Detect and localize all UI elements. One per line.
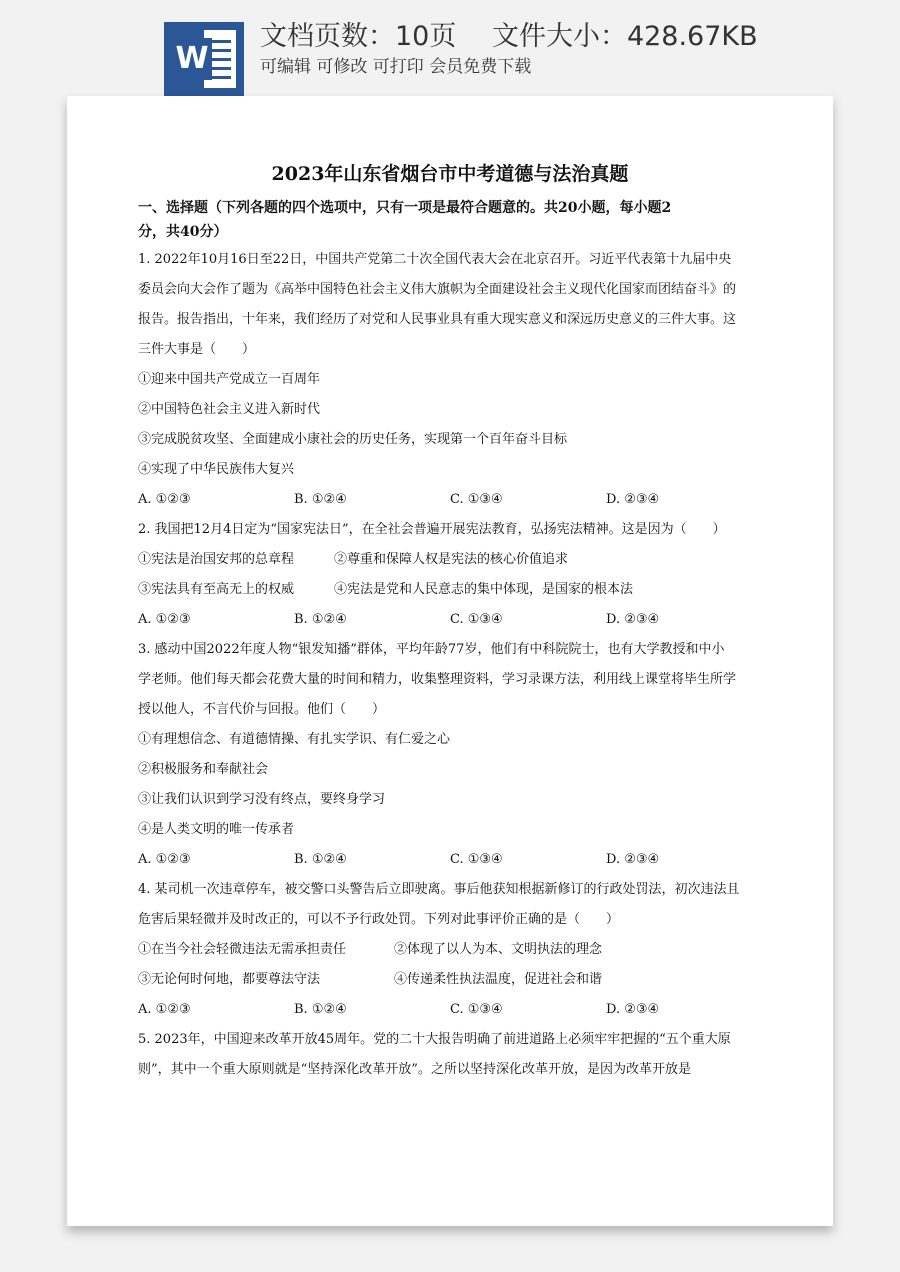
statement-item: ②中国特色社会主义进入新时代 <box>138 402 321 417</box>
section-heading: 一、选择题（下列各题的四个选项中，只有一项是最符合题意的。共20小题，每小题2 分，共40分） <box>138 200 672 240</box>
question-text: 学老师。他们每天都会花费大量的时间和精力，收集整理资料，学习录课方法，利用线上课堂将毕生所学 <box>138 672 737 687</box>
option-d: D. ②③④ <box>606 492 660 507</box>
statement-item: ②积极服务和奉献社会 <box>138 762 269 777</box>
word-document-icon: W <box>164 22 244 96</box>
statement-item: ③完成脱贫攻坚、全面建成小康社会的历史任务，实现第一个百年奋斗目标 <box>138 432 568 447</box>
download-banner <box>0 0 900 100</box>
statement-item: ④传递柔性执法温度，促进社会和谐 <box>394 972 603 987</box>
option-b: B. ①②④ <box>294 852 347 867</box>
statement-pair <box>138 575 778 605</box>
statement-item: ②体现了以人为本、文明执法的理念 <box>394 942 603 957</box>
statement-pair <box>138 545 778 575</box>
statement-item: ③宪法具有至高无上的权威 <box>138 582 295 597</box>
option-d: D. ②③④ <box>606 852 660 867</box>
question-text: 1. 2022年10月16日至22日，中国共产党第二十次全国代表大会在北京召开。习近平代表第十九届中央 <box>138 252 732 267</box>
document-body <box>138 245 778 1085</box>
option-b: B. ①②④ <box>294 1002 347 1017</box>
option-a: A. ①②③ <box>138 1002 191 1017</box>
answer-options <box>138 995 778 1025</box>
statement-pair <box>138 965 778 995</box>
file-features-subtitle: 可编辑 可修改 可打印 会员免费下载 <box>260 57 532 77</box>
option-c: C. ①③④ <box>450 612 503 627</box>
statement-item: ③无论何时何地，都要尊法守法 <box>138 972 321 987</box>
statement-item: ④实现了中华民族伟大复兴 <box>138 462 295 477</box>
question-text: 则”，其中一个重大原则就是“坚持深化改革开放”。之所以坚持深化改革开放，是因为改革开放是 <box>138 1062 691 1077</box>
option-a: A. ①②③ <box>138 852 191 867</box>
option-d: D. ②③④ <box>606 1002 660 1017</box>
question-text: 5. 2023年，中国迎来改革开放45周年。党的二十大报告明确了前进道路上必须牢牢把握的“五个重大原 <box>138 1032 731 1047</box>
statement-item: ①在当今社会轻微违法无需承担责任 <box>138 942 347 957</box>
answer-options <box>138 485 778 515</box>
document-page <box>67 96 833 1226</box>
question-text: 报告。报告指出，十年来，我们经历了对党和人民事业具有重大现实意义和深远历史意义的三件大事。这 <box>138 312 737 327</box>
answer-options <box>138 845 778 875</box>
option-c: C. ①③④ <box>450 852 503 867</box>
statement-pair <box>138 935 778 965</box>
statement-item: ①迎来中国共产党成立一百周年 <box>138 372 321 387</box>
option-a: A. ①②③ <box>138 492 191 507</box>
question-text: 三件大事是（ ） <box>138 342 256 357</box>
question-text: 危害后果轻微并及时改正的，可以不予行政处罚。下列对此事评价正确的是（ ） <box>138 912 620 927</box>
statement-item: ①宪法是治国安邦的总章程 <box>138 552 295 567</box>
answer-options <box>138 605 778 635</box>
statement-item: ②尊重和保障人权是宪法的核心价值追求 <box>334 552 569 567</box>
statement-item: ④是人类文明的唯一传承者 <box>138 822 295 837</box>
file-info-title: 文档页数：10页 文件大小：428.67KB <box>260 21 758 52</box>
question-text: 3. 感动中国2022年度人物“银发知播”群体，平均年龄77岁，他们有中科院院士，也有大学教授和中小 <box>138 642 725 657</box>
statement-item: ③让我们认识到学习没有终点，要终身学习 <box>138 792 386 807</box>
question-text: 委员会向大会作了题为《高举中国特色社会主义伟大旗帜为全面建设社会主义现代化国家而团结奋斗》的 <box>138 282 737 297</box>
question-text: 授以他人，不言代价与回报。他们（ ） <box>138 702 386 717</box>
statement-item: ④宪法是党和人民意志的集中体现，是国家的根本法 <box>334 582 634 597</box>
option-a: A. ①②③ <box>138 612 191 627</box>
option-b: B. ①②④ <box>294 492 347 507</box>
document-title: 2023年山东省烟台市中考道德与法治真题 <box>271 163 629 185</box>
option-b: B. ①②④ <box>294 612 347 627</box>
statement-item: ①有理想信念、有道德情操、有扎实学识、有仁爱之心 <box>138 732 451 747</box>
option-c: C. ①③④ <box>450 492 503 507</box>
option-c: C. ①③④ <box>450 1002 503 1017</box>
question-text: 2. 我国把12月4日定为“国家宪法日”，在全社会普遍开展宪法教育，弘扬宪法精神。这是因为（ ） <box>138 522 726 537</box>
question-text: 4. 某司机一次违章停车，被交警口头警告后立即驶离。事后他获知根据新修订的行政处罚法，初次违法且 <box>138 882 740 897</box>
option-d: D. ②③④ <box>606 612 660 627</box>
